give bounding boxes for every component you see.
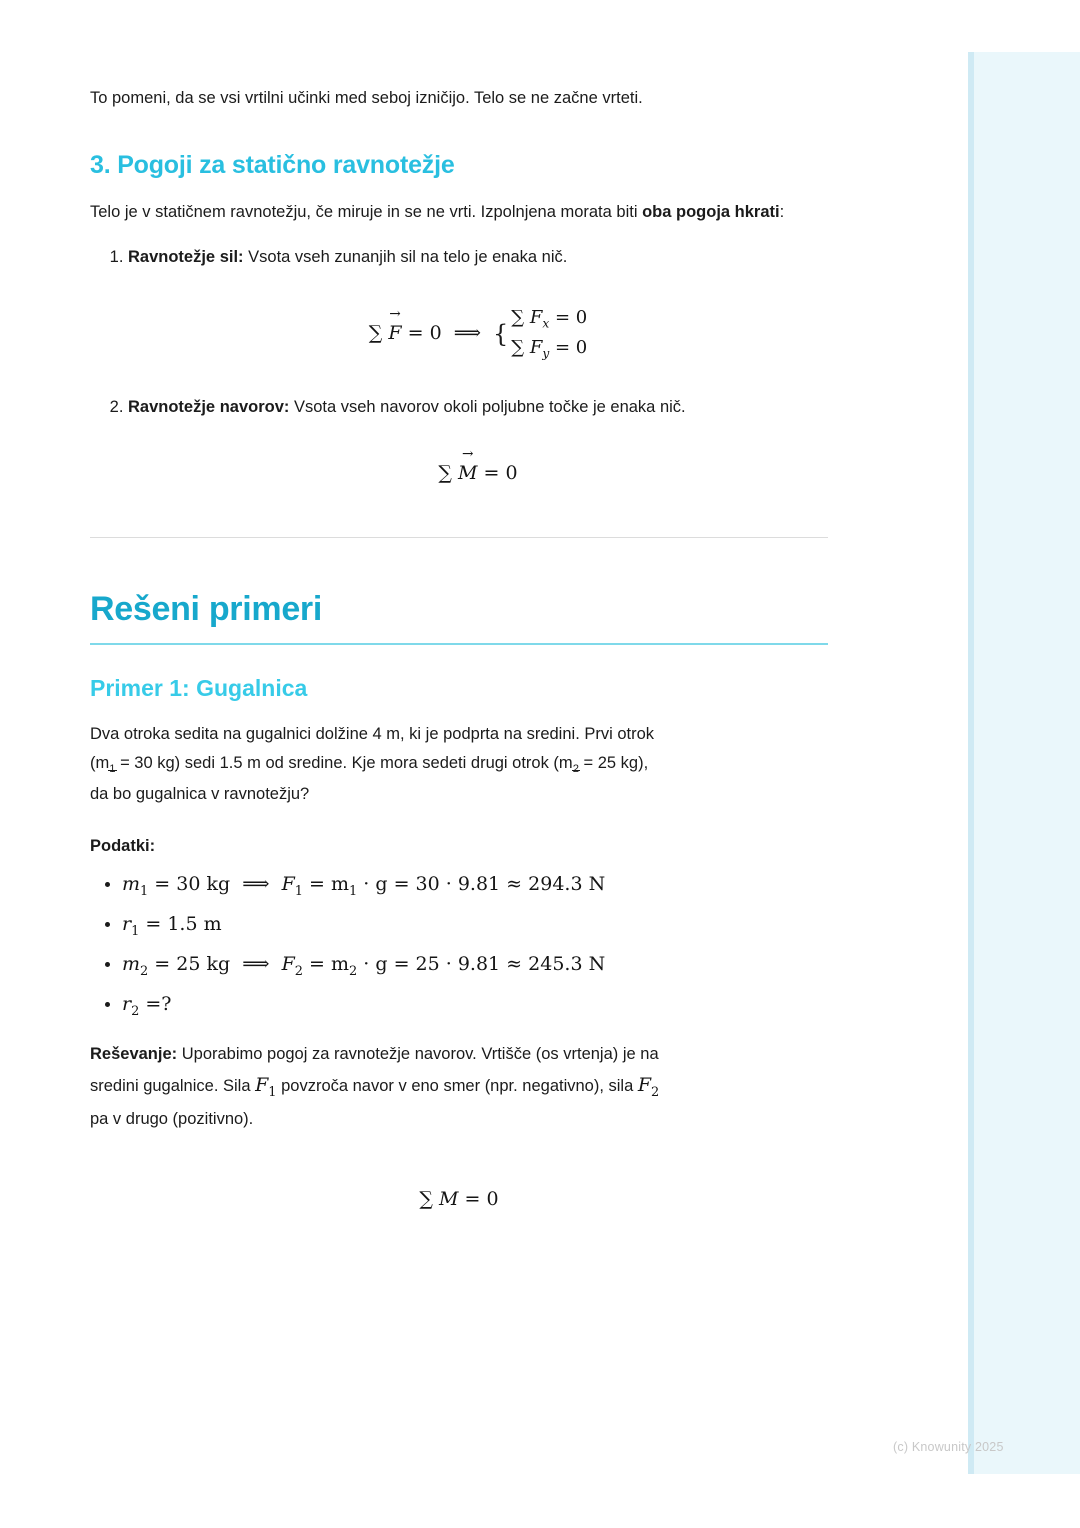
section-3-paragraph-end: :: [779, 202, 785, 221]
list-item: [128, 393, 828, 491]
copyright-watermark: (c) Knowunity 2025: [893, 1440, 1004, 1454]
equilibrium-conditions-list: [90, 243, 828, 491]
solution-symbol-f2: F: [637, 1074, 652, 1097]
eq-forces-y-symbol: F: [529, 337, 543, 359]
data-3-f-expr: = m: [309, 952, 350, 975]
equation-sum-moments: [128, 455, 828, 490]
equation-example-moments: [90, 1186, 828, 1210]
eq-example-sum: ∑: [419, 1187, 433, 1210]
eq-forces-brace: {: [492, 320, 509, 349]
eq-forces-x-sub: x: [542, 316, 550, 331]
solution-text-3: pa v drugo (pozitivno).: [90, 1109, 254, 1128]
data-4-r-symbol: r: [122, 992, 132, 1015]
page-side-band: [968, 52, 1080, 1474]
eq-forces-x-sum: ∑: [511, 306, 525, 328]
list-item: [122, 873, 828, 899]
data-2-r-sub: 1: [131, 923, 140, 939]
eq-forces-symbol: F →: [388, 317, 401, 350]
example-1-line-2c: = 25 kg),: [578, 753, 649, 772]
data-1-f-symbol: F: [281, 873, 295, 896]
given-data-list: [90, 873, 828, 1018]
solved-examples-title: Rešeni primeri: [90, 589, 323, 628]
eq-forces-sum: ∑: [368, 322, 383, 345]
example-1-line-3: da bo gugalnica v ravnotežju?: [90, 784, 310, 803]
solution-label: Reševanje:: [90, 1045, 178, 1064]
example-1-line-2a: (m: [90, 753, 110, 772]
condition-2-text: Vsota vseh navorov okoli poljubne točke je enaka nič.: [289, 397, 686, 416]
example-1-sub-2: 2: [573, 760, 579, 780]
intro-paragraph: To pomeni, da se vsi vrtilni učinki med seboj izničijo. Telo se ne začne vrteti.: [90, 89, 643, 107]
data-3-arrow: ⟹: [242, 952, 270, 975]
data-2-r-value: = 1.5 m: [145, 913, 222, 936]
solution-text-1: Uporabimo pogoj za ravnotežje navorov. Vrtišče (os vrtenja) je na: [177, 1045, 659, 1064]
data-1-f-rest: · g = 30 · 9.81 ≈ 294.3 N: [363, 873, 606, 896]
condition-1-label: Ravnotežje sil:: [128, 247, 244, 266]
section-divider: [90, 537, 828, 538]
eq-forces-x-symbol: F: [529, 306, 543, 328]
eq-moments-sum: ∑: [438, 462, 452, 485]
data-4-r-value: =?: [145, 992, 172, 1015]
data-1-m-value: = 30 kg: [154, 873, 231, 896]
data-3-f-sub: 2: [294, 963, 303, 979]
condition-2-label: Ravnotežje navorov:: [128, 397, 290, 416]
document-content: [90, 84, 828, 1240]
example-1-line-2b: = 30 kg) sedi 1.5 m od sredine. Kje mora sedeti drugi otrok (m: [115, 753, 573, 772]
data-3-f-symbol: F: [281, 952, 295, 975]
eq-example-symbol: M: [439, 1187, 459, 1210]
data-1-f-sub: 1: [294, 884, 303, 900]
eq-forces-y-sub: y: [542, 346, 550, 361]
eq-forces-x-rest: = 0: [554, 306, 588, 328]
eq-forces-rest: = 0: [407, 322, 442, 345]
list-item: [122, 993, 828, 1019]
condition-1-text: Vsota vseh zunanjih sil na telo je enaka nič.: [243, 247, 568, 266]
data-4-r-sub: 2: [131, 1003, 140, 1019]
solution-symbol-f1-sub: 1: [268, 1085, 277, 1101]
data-3-m-symbol: m: [122, 952, 141, 975]
list-item: [122, 953, 828, 979]
data-3-m-value: = 25 kg: [154, 952, 231, 975]
solution-text-2a: sredini gugalnice. Sila: [90, 1077, 256, 1096]
solution-text-2b: povzroča navor v eno smer (npr. negativno), sila: [276, 1077, 638, 1096]
data-1-f-expr-sub: 1: [349, 884, 358, 900]
data-1-m-sub: 1: [140, 884, 149, 900]
example-1-line-1: Dva otroka sedita na gugalnici dolžine 4 m, ki je podprta na sredini. Prvi otrok: [90, 724, 655, 743]
section-3-heading: 3. Pogoji za statično ravnotežje: [90, 150, 455, 179]
list-item: [122, 913, 828, 939]
equation-sum-forces: [128, 306, 828, 363]
data-1-m-symbol: m: [122, 873, 141, 896]
section-3-paragraph: [90, 198, 828, 227]
eq-moments-symbol: M →: [458, 457, 477, 490]
data-2-r-symbol: r: [122, 913, 132, 936]
data-3-f-rest: · g = 25 · 9.81 ≈ 245.3 N: [363, 952, 606, 975]
page-side-band-edge: [968, 52, 974, 1474]
data-3-m-sub: 2: [140, 963, 149, 979]
solution-symbol-f2-sub: 2: [651, 1085, 660, 1101]
title-underline: [90, 643, 828, 645]
eq-example-rest: = 0: [464, 1187, 499, 1210]
data-1-f-expr: = m: [309, 873, 350, 896]
solution-paragraph: [90, 1040, 828, 1133]
solution-symbol-f1: F: [255, 1074, 269, 1097]
eq-forces-arrow: ⟹: [453, 322, 481, 345]
eq-forces-y-rest: = 0: [554, 337, 588, 359]
eq-forces-y-sum: ∑: [511, 337, 525, 359]
example-1-paragraph: [90, 720, 828, 809]
section-3-paragraph-part1: Telo je v statičnem ravnotežju, če miruje in se ne vrti. Izpolnjena morata biti: [90, 202, 643, 221]
eq-moments-rest: = 0: [483, 462, 518, 485]
data-1-arrow: ⟹: [242, 873, 270, 896]
example-1-sub-1: 1: [109, 760, 115, 780]
list-item: [128, 243, 828, 363]
data-3-f-expr-sub: 2: [349, 963, 358, 979]
section-3-paragraph-bold: oba pogoja hkrati: [642, 202, 780, 221]
data-label: Podatki:: [90, 837, 156, 856]
example-1-heading: Primer 1: Gugalnica: [90, 674, 308, 701]
